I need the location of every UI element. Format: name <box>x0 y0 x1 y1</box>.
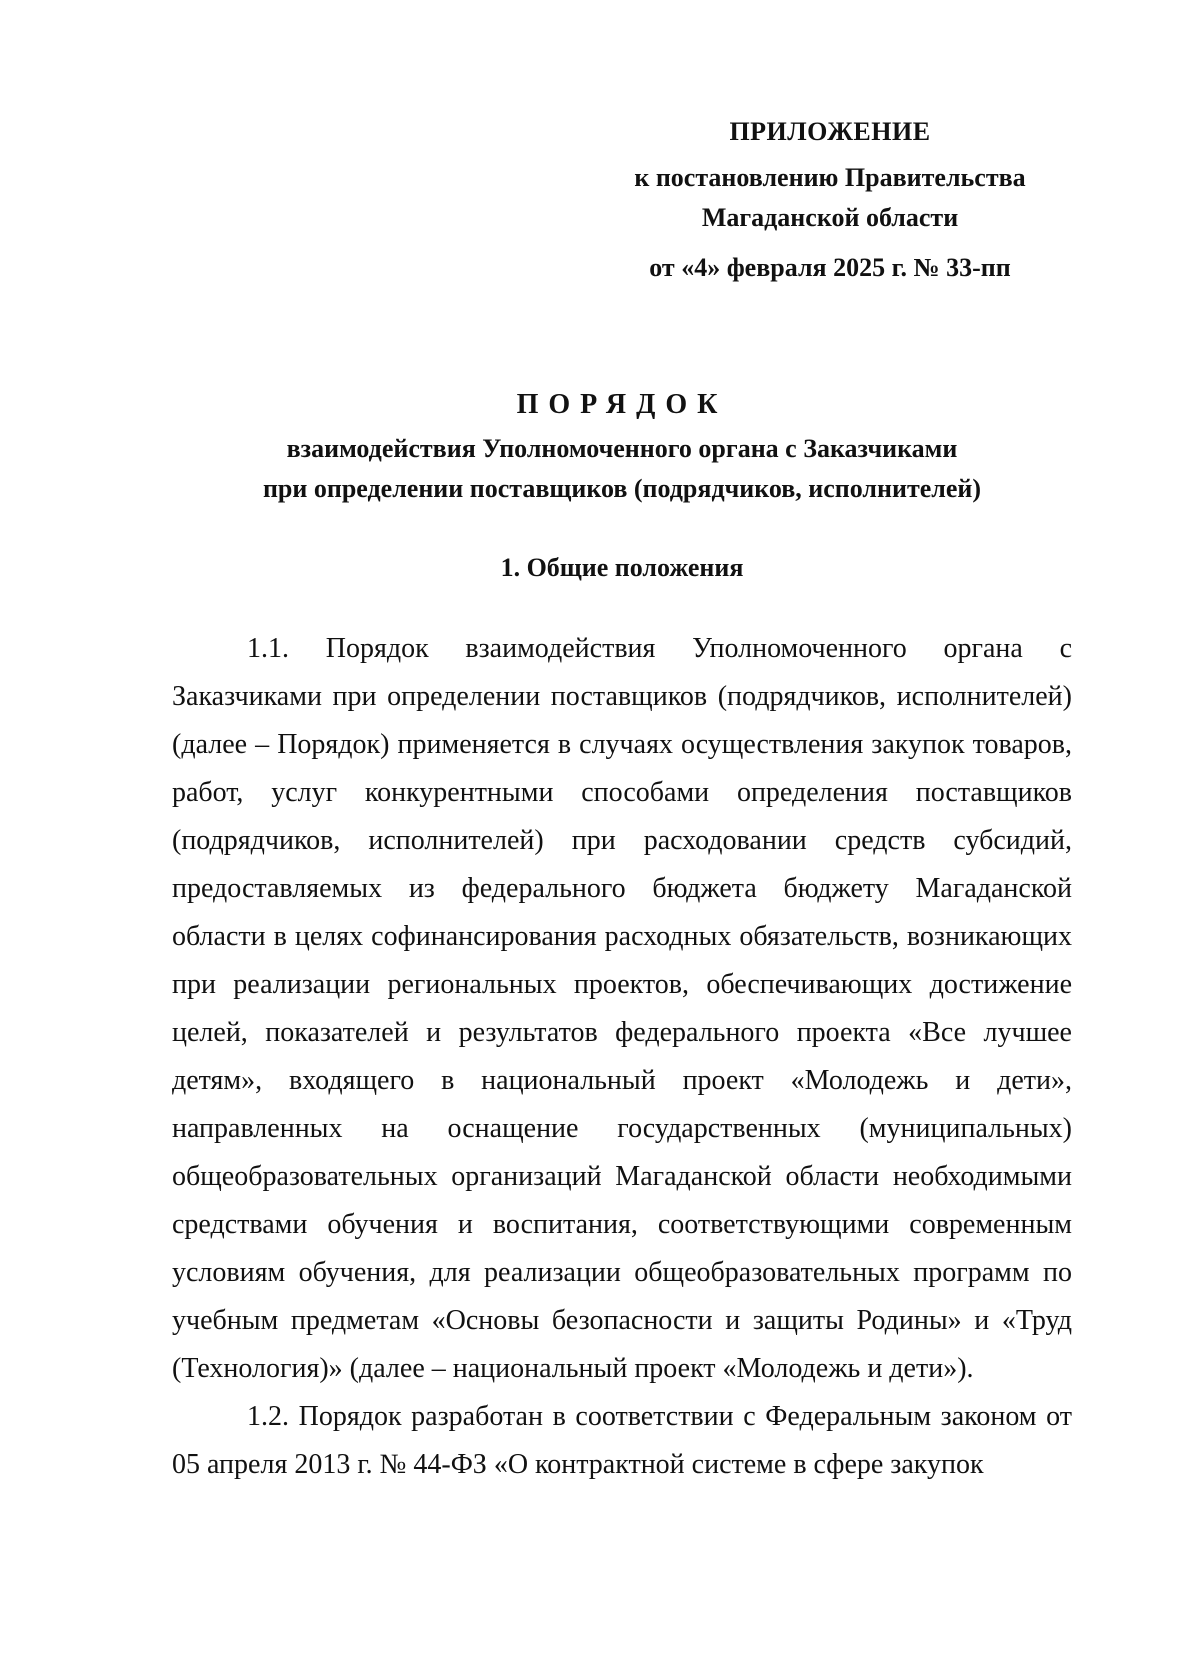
appendix-line-2: Магаданской области <box>701 203 959 232</box>
document-title: ПОРЯДОК <box>516 389 728 420</box>
body-text <box>172 625 1072 1489</box>
section-heading: 1. Общие положения <box>500 553 744 582</box>
appendix-line-1: к постановлению Правительства <box>634 163 1026 192</box>
document-title-block <box>172 385 1072 509</box>
appendix-heading: ПРИЛОЖЕНИЕ <box>729 117 931 146</box>
paragraph-1-2: 1.2. Порядок разработан в соответствии с Федеральным законом от 05 апреля 2013 г. № 44-ФЗ «О контрактной системе в сфере закупок <box>172 1401 1072 1480</box>
paragraph-1-1: 1.1. Порядок взаимодействия Уполномоченного органа с Заказчиками при определении поставщиков (подрядчиков, исполнителей) (далее – Порядок) применяется в случаях осуществления закупок товаров, работ, услуг конкурентными способами определения поставщиков (подрядчиков, исполнителей) при расходовании средств субсидий, предоставляемых из федерального бюджета бюджету Магаданской области в целях софинансирования расходных обязательств, возникающих при реализации региональных проектов, обеспечивающих достижение целей, показателей и результатов федерального проекта «Все лучшее детям», входящего в национальный проект «Молодежь и дети», направленных на оснащение государственных (муниципальных) общеобразовательных организаций Магаданской области необходимыми средствами обучения и воспитания, соответствующими современным условиям обучения, для реализации общеобразовательных программ по учебным предметам «Основы безопасности и защиты Родины» и «Труд (Технология)» (далее – национальный проект «Молодежь и дети»). <box>172 633 1072 1384</box>
appendix-date: от «4» февраля 2025 г. № 33-пп <box>649 253 1011 282</box>
document-subtitle-line-1: взаимодействия Уполномоченного органа с Заказчиками <box>286 434 958 463</box>
document-subtitle-line-2: при определении поставщиков (подрядчиков, исполнителей) <box>262 474 982 503</box>
appendix-block <box>600 112 1060 288</box>
